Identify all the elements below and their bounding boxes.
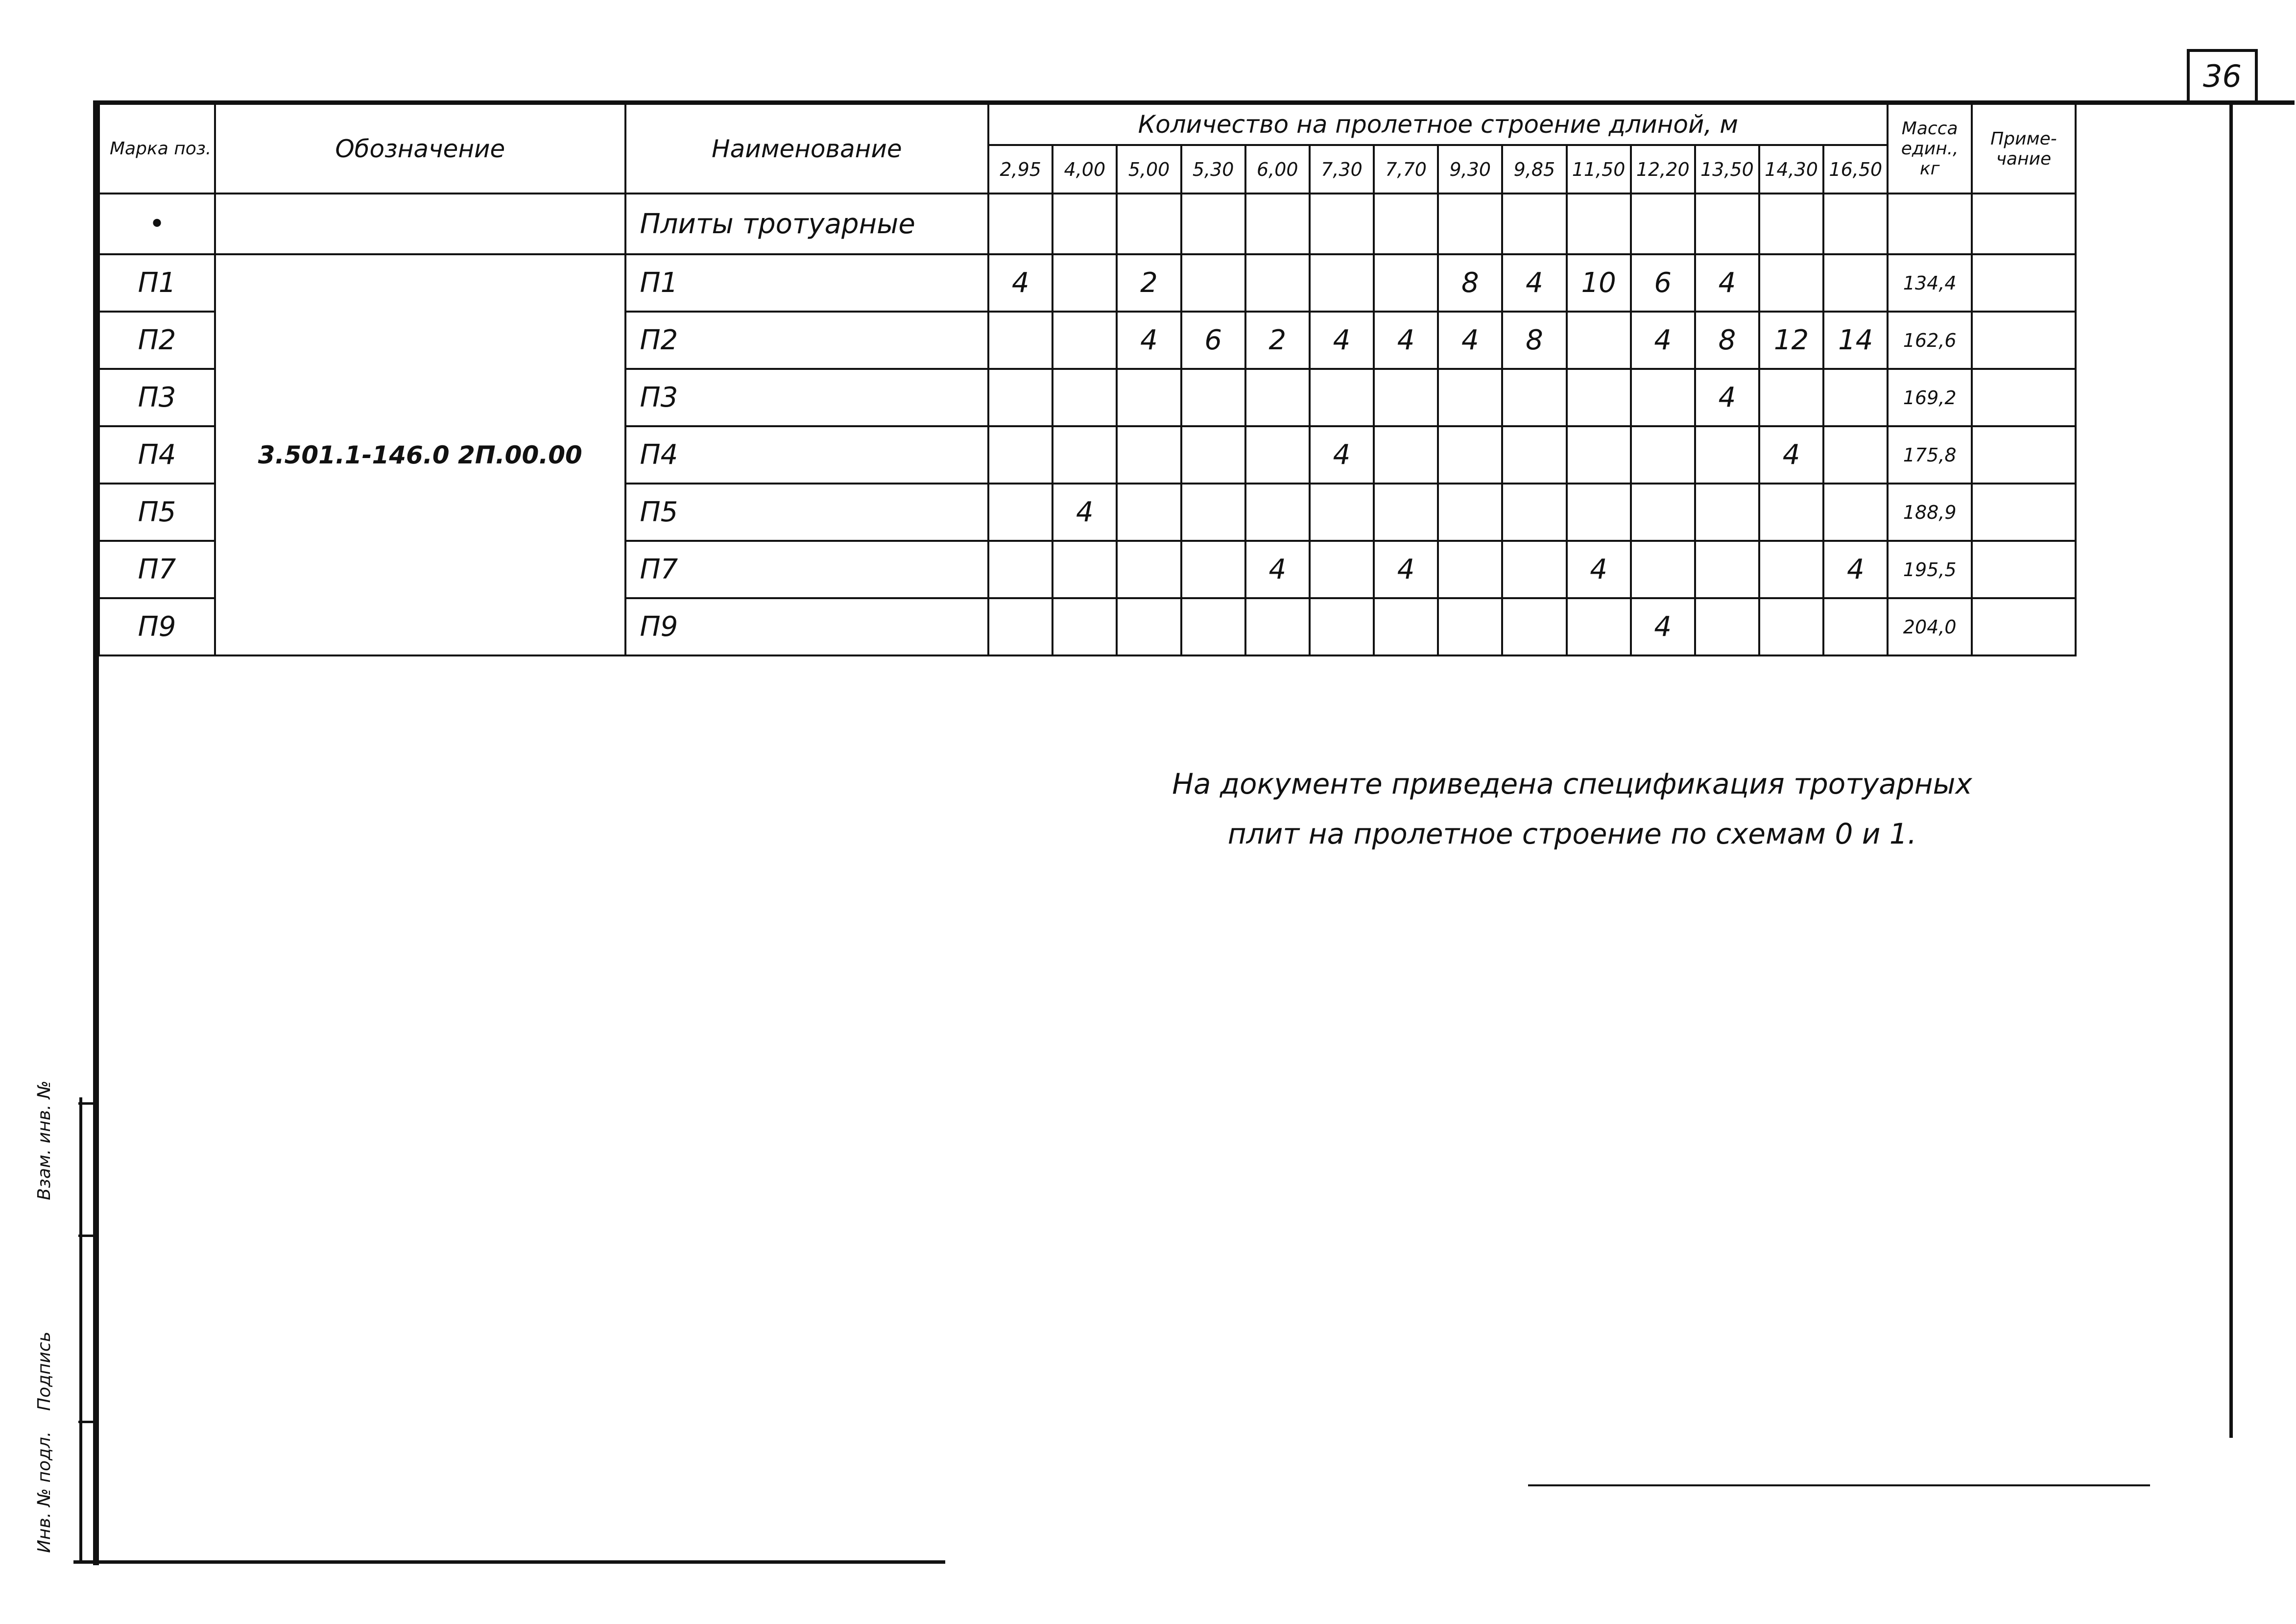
mass-cell: 162,6 — [1888, 312, 1972, 369]
quantity-cell — [1823, 426, 1888, 484]
quantity-cell: 4 — [1567, 541, 1631, 598]
note-cell — [1972, 541, 2076, 598]
stamp-separator — [78, 1235, 98, 1237]
quantity-cell — [1823, 254, 1888, 312]
quantity-cell: 2 — [1245, 312, 1310, 369]
mass-cell: 204,0 — [1888, 598, 1972, 655]
header-length: 14,30 — [1759, 145, 1823, 194]
note-cell — [1972, 312, 2076, 369]
header-length: 16,50 — [1823, 145, 1888, 194]
quantity-cell — [1374, 254, 1438, 312]
quantity-cell — [1502, 598, 1566, 655]
quantity-cell — [1695, 541, 1759, 598]
name-cell: П9 — [625, 598, 989, 655]
mass-cell: 175,8 — [1888, 426, 1972, 484]
quantity-cell: 4 — [1374, 541, 1438, 598]
quantity-cell — [1310, 369, 1374, 426]
quantity-cell — [1567, 312, 1631, 369]
quantity-cell — [1310, 598, 1374, 655]
note-cell — [1972, 426, 2076, 484]
header-length: 4,00 — [1052, 145, 1117, 194]
quantity-cell — [1631, 426, 1695, 484]
quantity-cell — [1502, 426, 1566, 484]
sheet-number: 36 — [2187, 49, 2258, 100]
quantity-cell — [1245, 484, 1310, 541]
mark-cell: П5 — [99, 484, 215, 541]
header-length: 9,85 — [1502, 145, 1566, 194]
frame-right-border — [2229, 100, 2233, 1438]
quantity-cell — [1181, 426, 1245, 484]
quantity-cell: 4 — [1695, 254, 1759, 312]
quantity-cell — [1052, 254, 1117, 312]
quantity-cell: 4 — [1245, 541, 1310, 598]
note-line-2: плит на пролетное строение по схемам 0 и 1. — [1227, 817, 1917, 850]
name-cell: П3 — [625, 369, 989, 426]
quantity-cell — [1695, 426, 1759, 484]
quantity-cell: 4 — [1631, 598, 1695, 655]
quantity-cell — [988, 598, 1052, 655]
section-designation — [215, 194, 625, 254]
quantity-cell — [1438, 541, 1502, 598]
quantity-cell — [1117, 484, 1181, 541]
quantity-cell — [1438, 484, 1502, 541]
quantity-cell — [1181, 598, 1245, 655]
quantity-cell — [1117, 598, 1181, 655]
header-length: 9,30 — [1438, 145, 1502, 194]
quantity-cell — [1181, 484, 1245, 541]
section-title: Плиты тротуарные — [625, 194, 989, 254]
stamp-label-signature: Подпись — [34, 1332, 54, 1411]
name-cell: П4 — [625, 426, 989, 484]
quantity-cell — [1117, 426, 1181, 484]
quantity-cell — [1759, 484, 1823, 541]
quantity-cell — [1567, 426, 1631, 484]
quantity-cell — [1823, 369, 1888, 426]
mass-cell: 169,2 — [1888, 369, 1972, 426]
quantity-cell: 4 — [988, 254, 1052, 312]
mass-cell: 188,9 — [1888, 484, 1972, 541]
header-length: 6,00 — [1245, 145, 1310, 194]
quantity-cell — [1567, 598, 1631, 655]
quantity-cell — [988, 426, 1052, 484]
header-length: 5,30 — [1181, 145, 1245, 194]
quantity-cell — [1117, 369, 1181, 426]
quantity-cell — [1117, 541, 1181, 598]
quantity-cell — [1631, 484, 1695, 541]
quantity-cell: 2 — [1117, 254, 1181, 312]
quantity-cell — [1052, 426, 1117, 484]
quantity-cell — [1823, 484, 1888, 541]
mark-cell: П1 — [99, 254, 215, 312]
stamp-separator — [78, 1421, 98, 1423]
quantity-cell: 4 — [1631, 312, 1695, 369]
stamp-label-inventory: Инв. № подл. — [34, 1431, 54, 1553]
quantity-cell — [1631, 541, 1695, 598]
quantity-cell — [1245, 598, 1310, 655]
header-mass: Масса един., кг — [1888, 104, 1972, 194]
note-cell — [1972, 369, 2076, 426]
stamp-separator — [78, 1102, 98, 1105]
quantity-cell — [988, 369, 1052, 426]
section-row — [99, 194, 2076, 254]
header-designation: Обозначение — [215, 104, 625, 194]
quantity-cell — [1567, 369, 1631, 426]
quantity-cell — [1567, 484, 1631, 541]
quantity-cell — [1181, 254, 1245, 312]
quantity-cell — [1310, 254, 1374, 312]
quantity-cell — [1759, 598, 1823, 655]
quantity-cell — [1502, 484, 1566, 541]
quantity-cell — [1438, 426, 1502, 484]
mark-cell: П2 — [99, 312, 215, 369]
quantity-cell: 4 — [1695, 369, 1759, 426]
designation-cell: 3.501.1-146.0 2П.00.00 — [215, 254, 625, 655]
quantity-cell — [1245, 369, 1310, 426]
header-length: 5,00 — [1117, 145, 1181, 194]
quantity-cell: 8 — [1502, 312, 1566, 369]
quantity-cell — [1759, 369, 1823, 426]
header-length: 7,70 — [1374, 145, 1438, 194]
quantity-cell: 10 — [1567, 254, 1631, 312]
quantity-cell: 4 — [1117, 312, 1181, 369]
quantity-cell — [1310, 484, 1374, 541]
quantity-cell: 14 — [1823, 312, 1888, 369]
quantity-cell: 8 — [1438, 254, 1502, 312]
quantity-cell — [1438, 369, 1502, 426]
quantity-cell — [1823, 598, 1888, 655]
quantity-cell — [1374, 598, 1438, 655]
quantity-cell: 4 — [1310, 426, 1374, 484]
quantity-cell — [1502, 369, 1566, 426]
name-cell: П2 — [625, 312, 989, 369]
quantity-cell — [1502, 541, 1566, 598]
mark-cell: П3 — [99, 369, 215, 426]
quantity-cell: 4 — [1310, 312, 1374, 369]
stamp-divider — [79, 1097, 82, 1563]
mark-cell: П7 — [99, 541, 215, 598]
quantity-cell — [1438, 598, 1502, 655]
quantity-cell: 4 — [1052, 484, 1117, 541]
quantity-cell: 12 — [1759, 312, 1823, 369]
note-line-1: На документе приведена спецификация тротуарных — [1172, 767, 1972, 800]
header-mark: Марка поз. — [99, 104, 215, 194]
specification-table — [98, 103, 2077, 656]
header-length: 7,30 — [1310, 145, 1374, 194]
quantity-cell: 6 — [1631, 254, 1695, 312]
header-length: 11,50 — [1567, 145, 1631, 194]
mass-cell: 134,4 — [1888, 254, 1972, 312]
quantity-cell — [1759, 541, 1823, 598]
stamp-label-replacement: Взам. инв. № — [34, 1080, 54, 1200]
signature-line — [1528, 1484, 2150, 1486]
quantity-cell — [1695, 484, 1759, 541]
quantity-cell — [1245, 426, 1310, 484]
quantity-cell — [1181, 541, 1245, 598]
quantity-cell — [1245, 254, 1310, 312]
quantity-cell: 6 — [1181, 312, 1245, 369]
header-name: Наименование — [625, 104, 989, 194]
quantity-cell — [988, 541, 1052, 598]
quantity-cell — [988, 484, 1052, 541]
quantity-cell — [1052, 541, 1117, 598]
quantity-cell: 4 — [1823, 541, 1888, 598]
table-row — [99, 254, 2076, 312]
note-cell — [1972, 254, 2076, 312]
quantity-cell: 4 — [1374, 312, 1438, 369]
quantity-cell — [1310, 541, 1374, 598]
name-cell: П7 — [625, 541, 989, 598]
quantity-cell — [1181, 369, 1245, 426]
document-note — [1077, 759, 2067, 859]
header-length: 12,20 — [1631, 145, 1695, 194]
header-length: 2,95 — [988, 145, 1052, 194]
quantity-cell — [1374, 426, 1438, 484]
name-cell: П1 — [625, 254, 989, 312]
quantity-cell: 8 — [1695, 312, 1759, 369]
frame-bottom-border — [73, 1560, 945, 1564]
quantity-cell — [1052, 312, 1117, 369]
mark-cell: П4 — [99, 426, 215, 484]
quantity-cell — [1374, 369, 1438, 426]
quantity-cell — [1052, 598, 1117, 655]
quantity-cell — [1052, 369, 1117, 426]
quantity-cell: 4 — [1759, 426, 1823, 484]
quantity-cell — [1695, 598, 1759, 655]
section-mark: • — [99, 194, 215, 254]
quantity-cell: 4 — [1438, 312, 1502, 369]
header-note: Приме-чание — [1972, 104, 2076, 194]
header-quantity-group: Количество на пролетное строение длиной, м — [988, 104, 1888, 145]
quantity-cell — [1631, 369, 1695, 426]
header-length: 13,50 — [1695, 145, 1759, 194]
mark-cell: П9 — [99, 598, 215, 655]
quantity-cell — [1759, 254, 1823, 312]
quantity-cell: 4 — [1502, 254, 1566, 312]
quantity-cell — [988, 312, 1052, 369]
note-cell — [1972, 598, 2076, 655]
quantity-cell — [1374, 484, 1438, 541]
mass-cell: 195,5 — [1888, 541, 1972, 598]
note-cell — [1972, 484, 2076, 541]
name-cell: П5 — [625, 484, 989, 541]
